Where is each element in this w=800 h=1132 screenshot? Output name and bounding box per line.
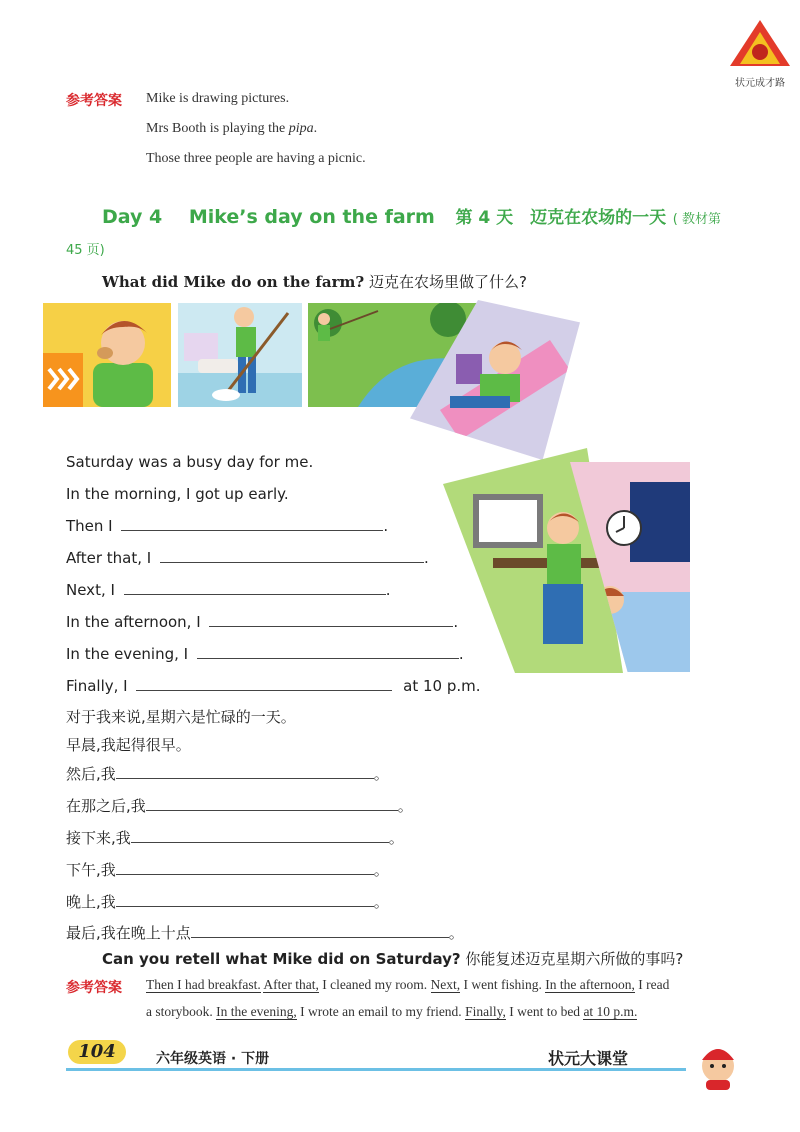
en-line-8-end: at 10 p.m.	[403, 677, 481, 695]
en-line-4-text: After that, I	[66, 549, 152, 567]
cn-line-5	[66, 827, 404, 848]
blank-cn-evening[interactable]	[116, 892, 374, 907]
mascot-icon	[690, 1036, 746, 1092]
blank-cn-after[interactable]	[146, 796, 398, 811]
cn-line-7	[66, 891, 389, 912]
ans-p12: I went to bed	[509, 1004, 581, 1019]
blank-finally[interactable]	[136, 676, 392, 691]
ans-p10: I wrote an email to my friend.	[300, 1004, 462, 1019]
answer-line-2	[146, 121, 317, 137]
ans-p11: Finally,	[465, 1004, 506, 1019]
question-2-en: Can you retell what Mike did on Saturday?	[102, 950, 461, 968]
ans-p8: a storybook.	[146, 1004, 213, 1019]
ans-p1: Then I had breakfast.	[146, 977, 261, 992]
question-1-en: What did Mike do on the farm?	[102, 273, 365, 291]
publisher-logo	[728, 18, 792, 90]
ans-p4: Next,	[430, 977, 461, 992]
en-line-1: Saturday was a busy day for me.	[66, 453, 314, 471]
en-line-7	[66, 644, 464, 663]
en-line-3-text: Then I	[66, 517, 113, 535]
cn-end-3: 。	[373, 765, 389, 783]
dot-4: .	[424, 549, 429, 567]
question-2-cn: 你能复述迈克星期六所做的事吗?	[465, 950, 684, 968]
cn-end-4: 。	[397, 797, 413, 815]
answer-bottom-line-1	[146, 977, 669, 993]
en-line-3	[66, 516, 388, 535]
en-line-7-text: In the evening, I	[66, 645, 189, 663]
textbook-note-a: ( 教材第	[672, 212, 721, 227]
triangle-logo-icon	[728, 18, 792, 68]
cn-line-3-text: 然后,我	[66, 765, 116, 783]
question-1	[102, 271, 527, 292]
title-cn: 第 4 天 迈克在农场的一天	[455, 208, 667, 228]
cn-line-3	[66, 763, 389, 784]
question-1-cn: 迈克在农场里做了什么?	[368, 273, 527, 291]
blank-cn-then[interactable]	[116, 764, 374, 779]
dot-5: .	[385, 581, 391, 599]
cn-end-6: 。	[373, 861, 389, 879]
en-line-6	[66, 612, 458, 631]
answer-line-1: Mike is drawing pictures.	[146, 91, 290, 106]
ans-p6: In the afternoon,	[545, 977, 635, 992]
cn-line-5-text: 接下来,我	[66, 829, 131, 847]
panel-cleaning	[178, 303, 302, 407]
dot-3: .	[383, 517, 389, 535]
question-2	[102, 948, 683, 969]
dot-7: .	[458, 645, 464, 663]
answer-line-3: Those three people are having a picnic.	[146, 151, 366, 166]
blank-after-that[interactable]	[160, 548, 424, 563]
cn-line-4-text: 在那之后,我	[66, 797, 146, 815]
cn-line-6-text: 下午,我	[66, 861, 116, 879]
blank-next[interactable]	[124, 580, 386, 595]
en-line-5-text: Next, I	[66, 581, 115, 599]
textbook-note-b: 45 页)	[66, 243, 105, 258]
ans-p7: I read	[638, 977, 670, 992]
blank-cn-finally[interactable]	[191, 923, 449, 938]
panel-breakfast	[43, 303, 171, 407]
ans-p5: I went fishing.	[463, 977, 542, 992]
cn-end-8: 。	[448, 924, 464, 942]
cn-line-8-text: 最后,我在晚上十点	[66, 924, 191, 942]
ans-p13: at 10 p.m.	[583, 1004, 638, 1019]
en-line-8	[66, 676, 481, 695]
cn-end-7: 。	[373, 893, 389, 911]
cn-line-4	[66, 795, 413, 816]
blank-cn-afternoon[interactable]	[116, 860, 374, 875]
en-line-4	[66, 548, 429, 567]
cn-line-7-text: 晚上,我	[66, 893, 116, 911]
blank-cn-next[interactable]	[131, 828, 389, 843]
blank-then[interactable]	[121, 516, 383, 531]
en-line-6-text: In the afternoon, I	[66, 613, 201, 631]
page-number: 104	[68, 1040, 126, 1064]
answer-label-bottom: 参考答案	[66, 980, 122, 996]
en-line-5	[66, 580, 390, 599]
blank-evening[interactable]	[197, 644, 459, 659]
answer-bottom-line-2	[146, 1004, 637, 1020]
answer-label-top: 参考答案	[66, 93, 122, 109]
footer-book: 六年级英语 · 下册	[156, 1051, 270, 1067]
section-title	[102, 203, 721, 228]
cn-end-5: 。	[388, 829, 404, 847]
cn-line-6	[66, 859, 389, 880]
mascot	[690, 1036, 746, 1092]
logo-text: 状元成才路	[735, 78, 785, 89]
answer-line-2-period: .	[313, 121, 318, 136]
day-label: Day 4	[102, 206, 163, 228]
ans-p2: After that,	[263, 977, 319, 992]
cn-line-1: 对于我来说,星期六是忙碌的一天。	[66, 708, 296, 726]
answer-line-2-text: Mrs Booth is playing the	[146, 121, 289, 136]
blank-afternoon[interactable]	[209, 612, 453, 627]
cn-line-2: 早晨,我起得很早。	[66, 736, 191, 754]
ans-p9: In the evening,	[216, 1004, 297, 1019]
footer-brand: 状元大课堂	[548, 1049, 629, 1068]
cn-line-8	[66, 922, 464, 943]
title-en: Mike’s day on the farm	[188, 206, 435, 228]
en-line-8-text: Finally, I	[66, 677, 128, 695]
ans-p3: I cleaned my room.	[322, 977, 428, 992]
pipa-word: pipa	[288, 121, 314, 136]
dot-6: .	[453, 613, 459, 631]
en-line-2: In the morning, I got up early.	[66, 485, 289, 503]
